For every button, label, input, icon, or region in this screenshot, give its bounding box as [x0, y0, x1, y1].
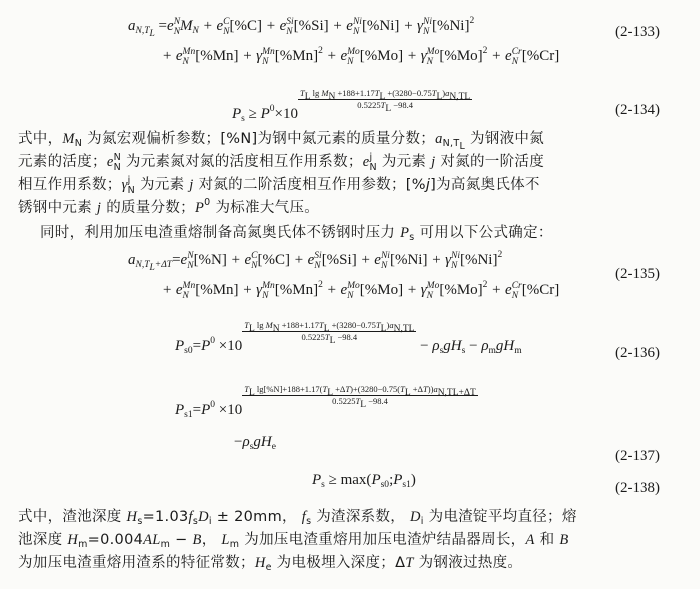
eq-number-2-133: (2-133) [615, 24, 660, 40]
eq-2-133-line1: $a_{N,T_L} =e$ N N $M_N + e$ C N [%C] + e Si N [%Si] + e Ni N [%Ni] + γ Ni N $[\%Ni]^2$ [128, 16, 475, 39]
eq-2-133-line2: + e Mn N [%Mn] + γ Mn N $[\%Mn]^2 + e$ Mo N [%Mo] + γ Mo N $[\%Mo]^2 + e$ Cr N [%Cr] [162, 46, 560, 67]
eq-2-136: $P_{s0}=P^0 \times 10$ $\frac{T_L \lg M_N +188+1.17T_L +(3280-0.75T_L)a_{N,TL}}{0.5225T_L -98.4}$ − $\rho_sgH_s - \rho_mgH_m$ [175, 320, 522, 356]
eq-2-134: $P_s \ge P^0\times 10$ $\frac{T_L \lg M_N +188+1.17T_L +(3280-0.75T_L)a_{N,TL}}{0.5225T_L -98.4}$ [232, 88, 471, 124]
eq-2-137-line2: $-\rho_sgH_e$ [234, 434, 276, 452]
paragraph-pressure-intro: 同时，利用加压电渣重熔制备高氮奥氏体不锈钢时压力 $P_s$ 可用以下公式确定： [40, 225, 553, 243]
eq-number-2-134: (2-134) [615, 102, 660, 118]
eq-2-135-line2: + e Mn N [%Mn] + γ Mn N $[\%Mn]^2 + e$ Mo N [%Mo] + γ Mo N $[\%Mo]^2 + e$ Cr N [%Cr] [162, 280, 560, 301]
eq-number-2-136: (2-136) [615, 345, 660, 361]
eq-2-138: $P_s$ ≥ $\max(P_{s0};P_{s1})$ [312, 472, 416, 490]
eq-number-2-135: (2-135) [615, 266, 660, 282]
paragraph-definitions-2: 式中，渣池深度 $H_s=1.03f_sD_i \pm 20mm$， $f_s$ 为渣深系数， $D_i$ 为电渣锭平均直径；熔 池深度 $H_m=0.004AL_m - B$， $L_m$ 为加压电渣重熔用加压电渣炉结晶器周长，A 和 B 为加压电渣重熔用渣系的特征常数；$H_e$ 为电极埋入深度；ΔT 为钢液过热度。 [18, 509, 577, 573]
paragraph-definitions-1: 式中，$M_N$ 为氮宏观偏析参数；[%N]为钢中氮元素的质量分数；$a_{N,T_L}$ 为钢液中氮 元素的活度；e N N 为元素氮对氮的活度相互作用系数；e j N 为元素 j 对氮的一阶活度 相互作用系数；γ j N 为元素 j 对氮的二阶活度相互作用参数；[%j]为高氮奥氏体不 锈钢中元素 j 的质量分数；$P^0$ 为标准大气压。 [18, 131, 545, 216]
eq-number-2-137: (2-137) [615, 448, 660, 464]
eq-lhs: $a_{N,T_L}$ [128, 18, 155, 39]
eq-number-2-138: (2-138) [615, 480, 660, 496]
eq-2-135-line1: $a_{N,T_L+\Delta T}=e$ N N [%N] + e C N [%C] + e Si N [%Si] + e Ni N [%Ni] + γ Ni N $[\%Ni]^2$ [128, 250, 503, 273]
eq-2-137-line1: $P_{s1}=P^0 \times 10$ $\frac{T_L \lg[\%N]+188+1.17(T_L +\Delta T)+(3280-0.75(T_L +\Delta T))a_{N,TL+\Delta T}}{0.5225T_L -98.4}$ [175, 384, 476, 420]
